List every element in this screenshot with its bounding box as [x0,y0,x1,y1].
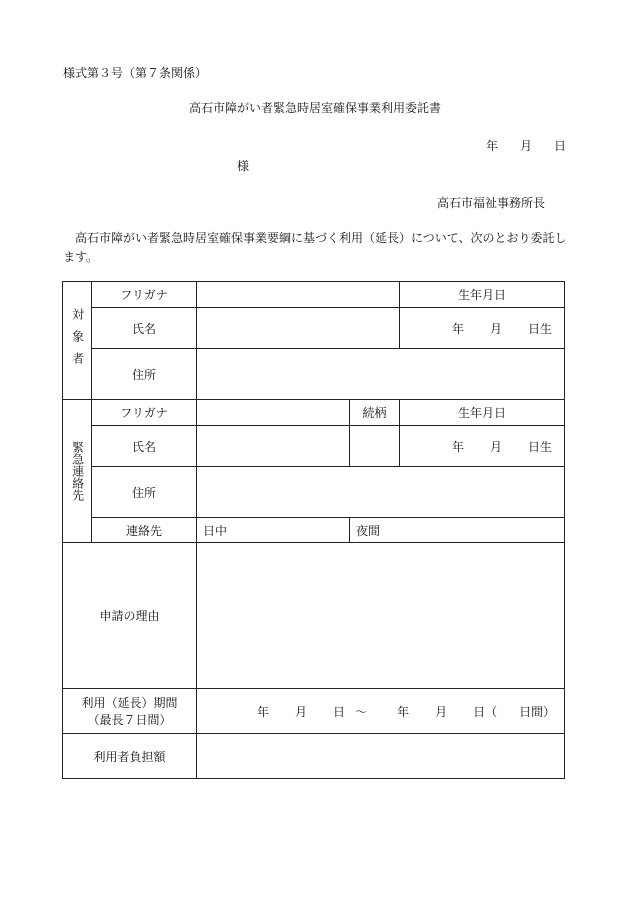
relationship-label: 続柄 [350,400,400,426]
period-label: 利用（延長）期間 （最長７日間） [63,689,197,734]
emergency-section-label: 緊急連絡先 [63,400,92,543]
emergency-name-label: 氏名 [92,426,197,467]
contact-label: 連絡先 [92,518,197,543]
document-title: 高石市障がい者緊急時居室確保事業利用委託書 [188,101,441,115]
form-number: 様式第３号（第７条関係） [63,66,208,80]
addressee-suffix: 様 [237,159,250,173]
period-field[interactable]: 年 月 日 ～ 年 月 日（ 日間） [197,689,565,734]
night-label: 夜間 [356,523,381,538]
emergency-name-field[interactable] [197,426,350,467]
body-text: 高石市障がい者緊急時居室確保事業要綱に基づく利用（延長）について、次のとおり委託します。 [63,231,567,264]
date-year: 年 [485,139,498,153]
subject-dob-field[interactable]: 年 月 日生 [400,308,565,349]
daytime-label: 日中 [203,523,228,538]
subject-name-label: 氏名 [92,308,197,349]
subject-section-label: 対象者 [63,282,92,400]
emergency-address-field[interactable] [197,467,565,518]
emergency-address-label: 住所 [92,467,197,518]
fee-label: 利用者負担額 [63,734,197,779]
subject-furigana-label: フリガナ [92,282,197,308]
daytime-contact-field[interactable] [197,518,350,543]
fee-field[interactable] [197,734,565,779]
emergency-dob-field[interactable]: 年 月 日生 [400,426,565,467]
subject-address-label: 住所 [92,349,197,400]
issue-date [486,137,566,154]
reason-field[interactable] [197,543,565,689]
subject-address-field[interactable] [197,349,565,400]
subject-furigana-field[interactable] [197,282,400,308]
subject-dob-header: 生年月日 [400,282,565,308]
reason-label: 申請の理由 [63,543,197,689]
emergency-furigana-field[interactable] [197,400,350,426]
emergency-furigana-label: フリガナ [92,400,197,426]
subject-name-field[interactable] [197,308,400,349]
sender-name: 高石市福祉事務所長 [436,196,545,210]
relationship-field[interactable] [350,426,400,467]
date-month: 月 [519,139,532,153]
emergency-dob-header: 生年月日 [400,400,565,426]
commission-form-table [62,281,565,779]
date-day: 日 [553,139,566,153]
night-contact-field[interactable] [350,518,565,543]
